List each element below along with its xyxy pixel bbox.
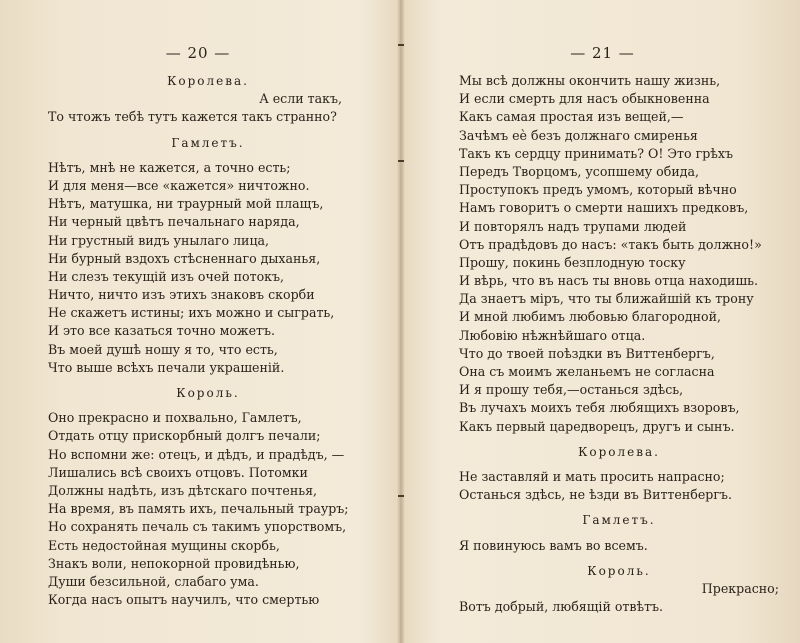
verse-line: Въ лучахъ моихъ тебя любящихъ взоровъ, [459, 400, 740, 416]
verse-line: Она съ моимъ желаньемъ не согласна [459, 364, 715, 379]
verse-line: Вотъ добрый, любящій отвѣтъ. [459, 599, 664, 615]
verse-line: Что до твоей поѣздки въ Виттенбергъ, [459, 345, 715, 361]
speaker-name: Король. [176, 386, 240, 400]
page-number: — 20 — [165, 44, 231, 62]
verse-line: Нѣтъ, матушка, ни траурный мой плащъ, [48, 196, 324, 212]
verse-line: Отдать отцу прискорбный долгъ печали; [48, 428, 321, 444]
verse-line: Какъ самая простая изъ вещей,— [459, 109, 684, 125]
verse-line: Любовію нѣжнѣйшаго отца. [459, 327, 646, 343]
verse-line: Нѣтъ, мнѣ не кажется, а точно есть; [48, 159, 291, 175]
speaker-name: Королева. [167, 74, 249, 88]
verse-line: И вѣрь, что въ насъ ты вновь отца находишь. [459, 273, 759, 289]
verse-line: Ни слезъ текущій изъ очей потокъ, [48, 268, 285, 284]
verse-line: Прошу, покинь безплодную тоску [459, 254, 686, 270]
verse-line: Останься здѣсь, не ѣзди въ Виттенбергъ. [459, 487, 732, 503]
verse-line: Не скажетъ истины; ихъ можно и сыграть, [48, 305, 335, 321]
verse-line: Передъ Творцомъ, усопшему обида, [459, 163, 699, 179]
binding-thread-mark [398, 160, 404, 162]
verse-line: Но вспомни же: отецъ, и дѣдъ, и прадѣдъ, — [48, 446, 345, 462]
verse-line: На время, въ память ихъ, печальный трауръ; [48, 501, 349, 517]
verse-line: Мы всѣ должны окончить нашу жизнь, [459, 73, 721, 88]
verse-line: И мной любимъ любовью благородной, [459, 309, 721, 325]
verse-line: Зачѣмъ еѐ безъ должнаго смиренья [459, 127, 698, 143]
verse-line: То чтожъ тебѣ тутъ кажется такъ странно? [48, 109, 337, 125]
page-text [459, 72, 779, 616]
verse-line: Ни черный цвѣтъ печальнаго наряда, [48, 214, 300, 230]
verse-line: Проступокъ предъ умомъ, который вѣчно [459, 182, 737, 198]
speaker-name: Гамлетъ. [582, 513, 656, 528]
verse-line: Есть недостойная мущины скорбь, [48, 537, 280, 553]
verse-line: Я повинуюсь вамъ во всемъ. [459, 537, 648, 553]
speaker-name: Гамлетъ. [171, 135, 245, 150]
verse-line: Какъ первый царедворецъ, другъ и сынъ. [459, 418, 735, 434]
binding-thread-mark [398, 44, 404, 46]
verse-line: Отъ прадѣдовъ до насъ: «такъ быть должно!» [459, 236, 762, 252]
verse-line: И если смерть для насъ обыкновенна [459, 91, 710, 107]
verse-line: Такъ къ сердцу принимать? О! Это грѣхъ [459, 145, 733, 161]
verse-line: Но сохранять печаль съ такимъ упорствомъ, [48, 519, 347, 535]
verse-line: А если такъ, [259, 91, 342, 107]
verse-line: И для меня—все «кажется» ничтожно. [48, 177, 310, 193]
verse-line: И это все казаться точно можетъ. [48, 323, 276, 339]
verse-line: Ни бурный вздохъ стѣсненнаго дыханья, [48, 250, 321, 266]
binding-thread-mark [398, 495, 404, 497]
page-text [48, 72, 368, 609]
verse-line: Намъ говоритъ о смерти нашихъ предковъ, [459, 200, 749, 216]
speaker-name: Король. [587, 563, 651, 578]
page-number: — 21 — [570, 44, 635, 62]
right-page [405, 0, 800, 643]
verse-line: Въ моей душѣ ношу я то, что есть, [48, 341, 278, 357]
verse-line: Оно прекрасно и похвально, Гамлетъ, [48, 410, 302, 426]
verse-line: Что выше всѣхъ печали украшеній. [48, 359, 285, 375]
verse-line: Да знаетъ міръ, что ты ближайшій къ трону [459, 291, 754, 307]
book-gutter [397, 0, 405, 643]
left-page [0, 0, 396, 643]
verse-line: И повторялъ надъ трупами людей [459, 218, 687, 234]
verse-line: Знакъ воли, непокорной провидѣнью, [48, 555, 300, 571]
verse-line: И я прошу тебя,—останься здѣсь, [459, 382, 684, 398]
verse-line: Лишались всѣ своихъ отцовъ. Потомки [48, 464, 308, 480]
verse-line: Когда насъ опытъ научилъ, что смертью [48, 592, 320, 608]
verse-line: Не заставляй и мать просить напрасно; [459, 468, 725, 484]
verse-line: Ни грустный видъ унылаго лица, [48, 232, 270, 248]
verse-line: Души безсильной, слабаго ума. [48, 573, 259, 589]
verse-line: Ничто, ничто изъ этихъ знаковъ скорби [48, 287, 315, 303]
verse-line: Должны надѣть, изъ дѣтскаго почтенья, [48, 482, 318, 498]
verse-line: Прекрасно; [701, 580, 779, 596]
speaker-name: Королева. [578, 444, 660, 459]
